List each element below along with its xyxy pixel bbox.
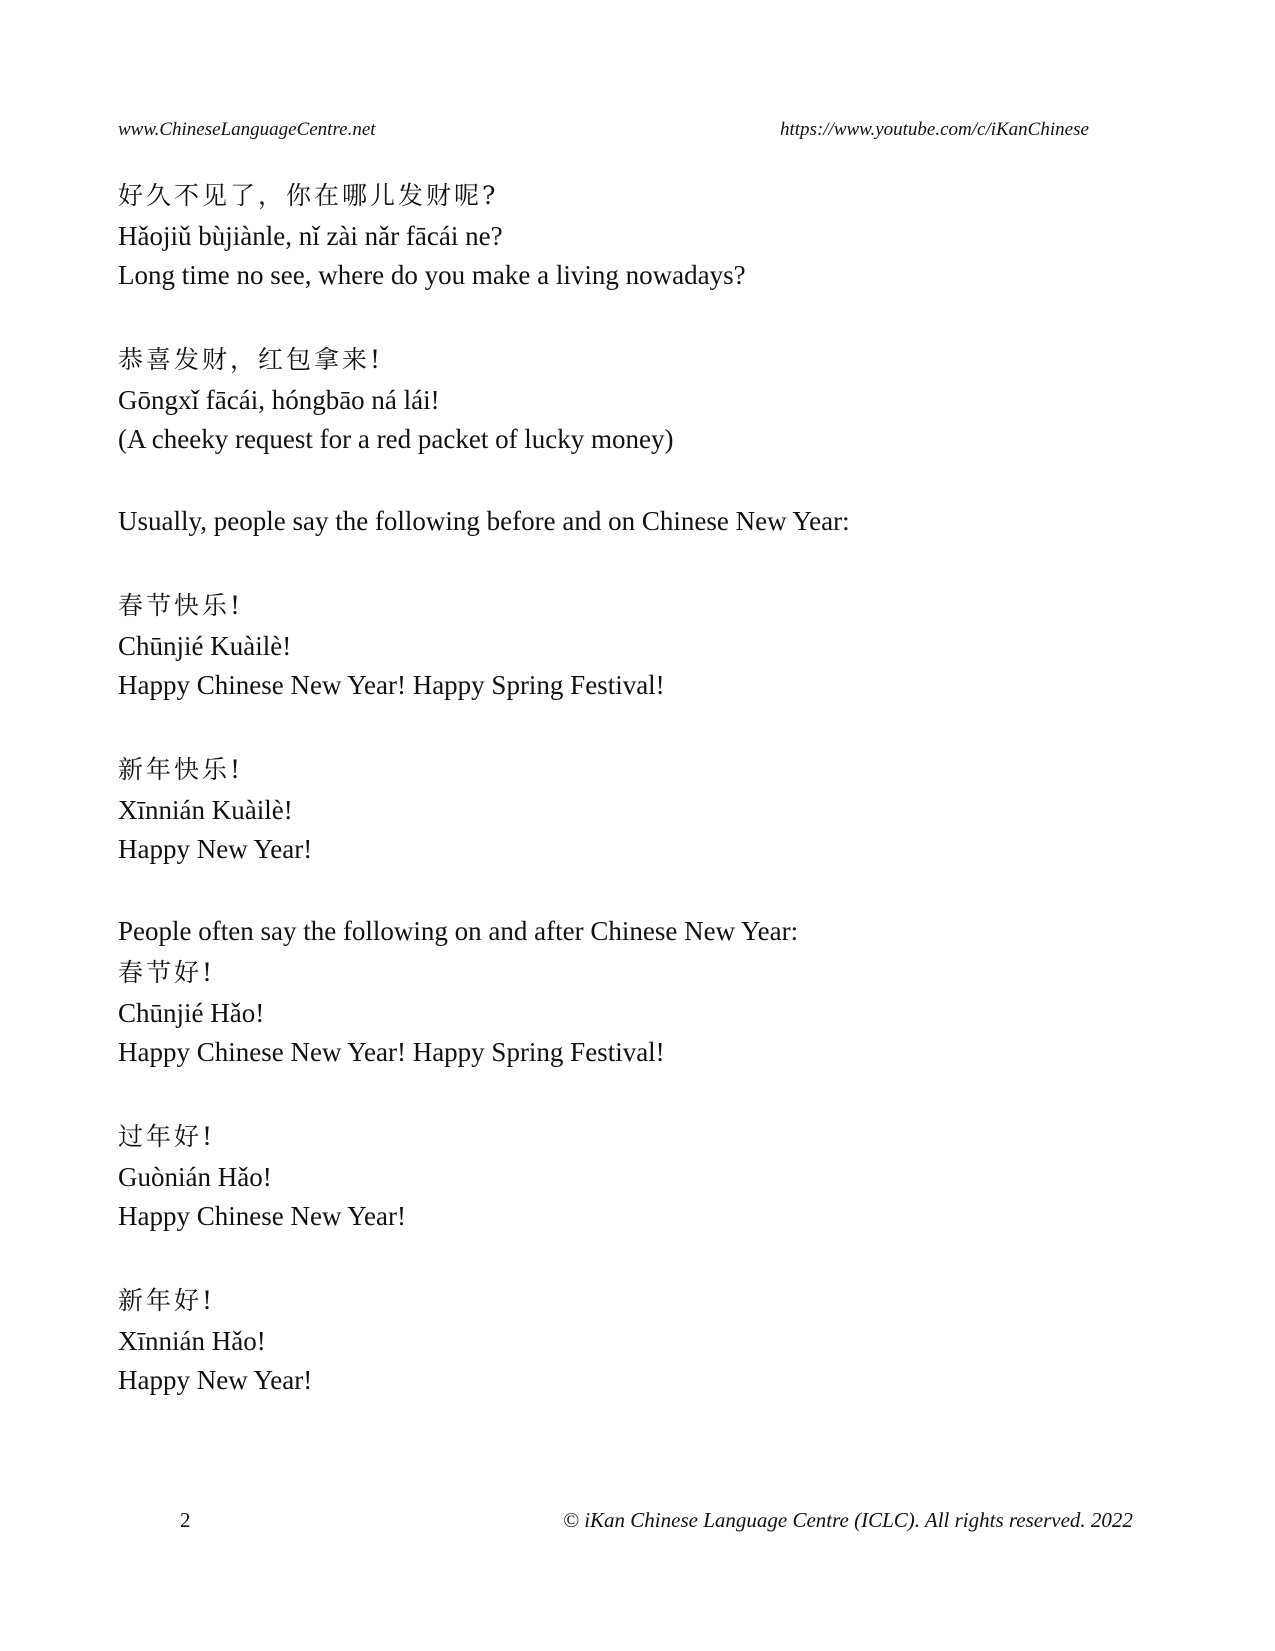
phrase-block [118,748,1158,869]
page-content [118,174,1158,1400]
phrase-pinyin: Chūnjié Hǎo! [118,998,265,1028]
phrase-block [118,174,1158,295]
header-website-url: www.ChineseLanguageCentre.net [118,119,376,140]
phrase-chinese: 春节好! [118,958,216,987]
phrase-chinese: 好久不见了，你在哪儿发财呢? [118,181,499,210]
phrase-chinese: 春节快乐! [118,591,244,620]
phrase-chinese: 新年快乐! [118,755,244,784]
phrase-chinese: 恭喜发财，红包拿来! [118,345,384,374]
intro-before-new-year: Usually, people say the following before and on Chinese New Year: [118,506,850,536]
phrase-chinese: 过年好! [118,1122,216,1151]
phrase-english: Happy Chinese New Year! [118,1201,406,1231]
phrase-english: Happy New Year! [118,834,313,864]
phrase-block [118,338,1158,459]
phrase-block [118,1279,1158,1400]
phrase-block [118,584,1158,705]
phrase-pinyin: Hǎojiǔ bùjiànle, nǐ zài nǎr fācái ne? [118,221,503,251]
page-number: 2 [180,1508,191,1532]
phrase-english: Happy New Year! [118,1365,313,1395]
copyright-notice: © iKan Chinese Language Centre (ICLC). All rights reserved. 2022 [563,1508,1133,1532]
intro-after-new-year: People often say the following on and after Chinese New Year: [118,916,799,946]
phrase-pinyin: Guònián Hǎo! [118,1162,272,1192]
phrase-pinyin: Xīnnián Kuàilè! [118,795,293,825]
phrase-english: Happy Chinese New Year! Happy Spring Festival! [118,670,665,700]
phrase-chinese: 新年好! [118,1286,216,1315]
phrase-pinyin: Gōngxǐ fācái, hóngbāo ná lái! [118,385,440,415]
phrase-block [118,1115,1158,1236]
phrase-english: Long time no see, where do you make a living nowadays? [118,260,746,290]
phrase-pinyin: Chūnjié Kuàilè! [118,631,292,661]
header-youtube-url: https://www.youtube.com/c/iKanChinese [780,119,1089,140]
phrase-english: (A cheeky request for a red packet of lucky money) [118,424,674,454]
phrase-pinyin: Xīnnián Hǎo! [118,1326,266,1356]
phrase-english: Happy Chinese New Year! Happy Spring Festival! [118,1037,665,1067]
phrase-block [118,951,1158,1072]
